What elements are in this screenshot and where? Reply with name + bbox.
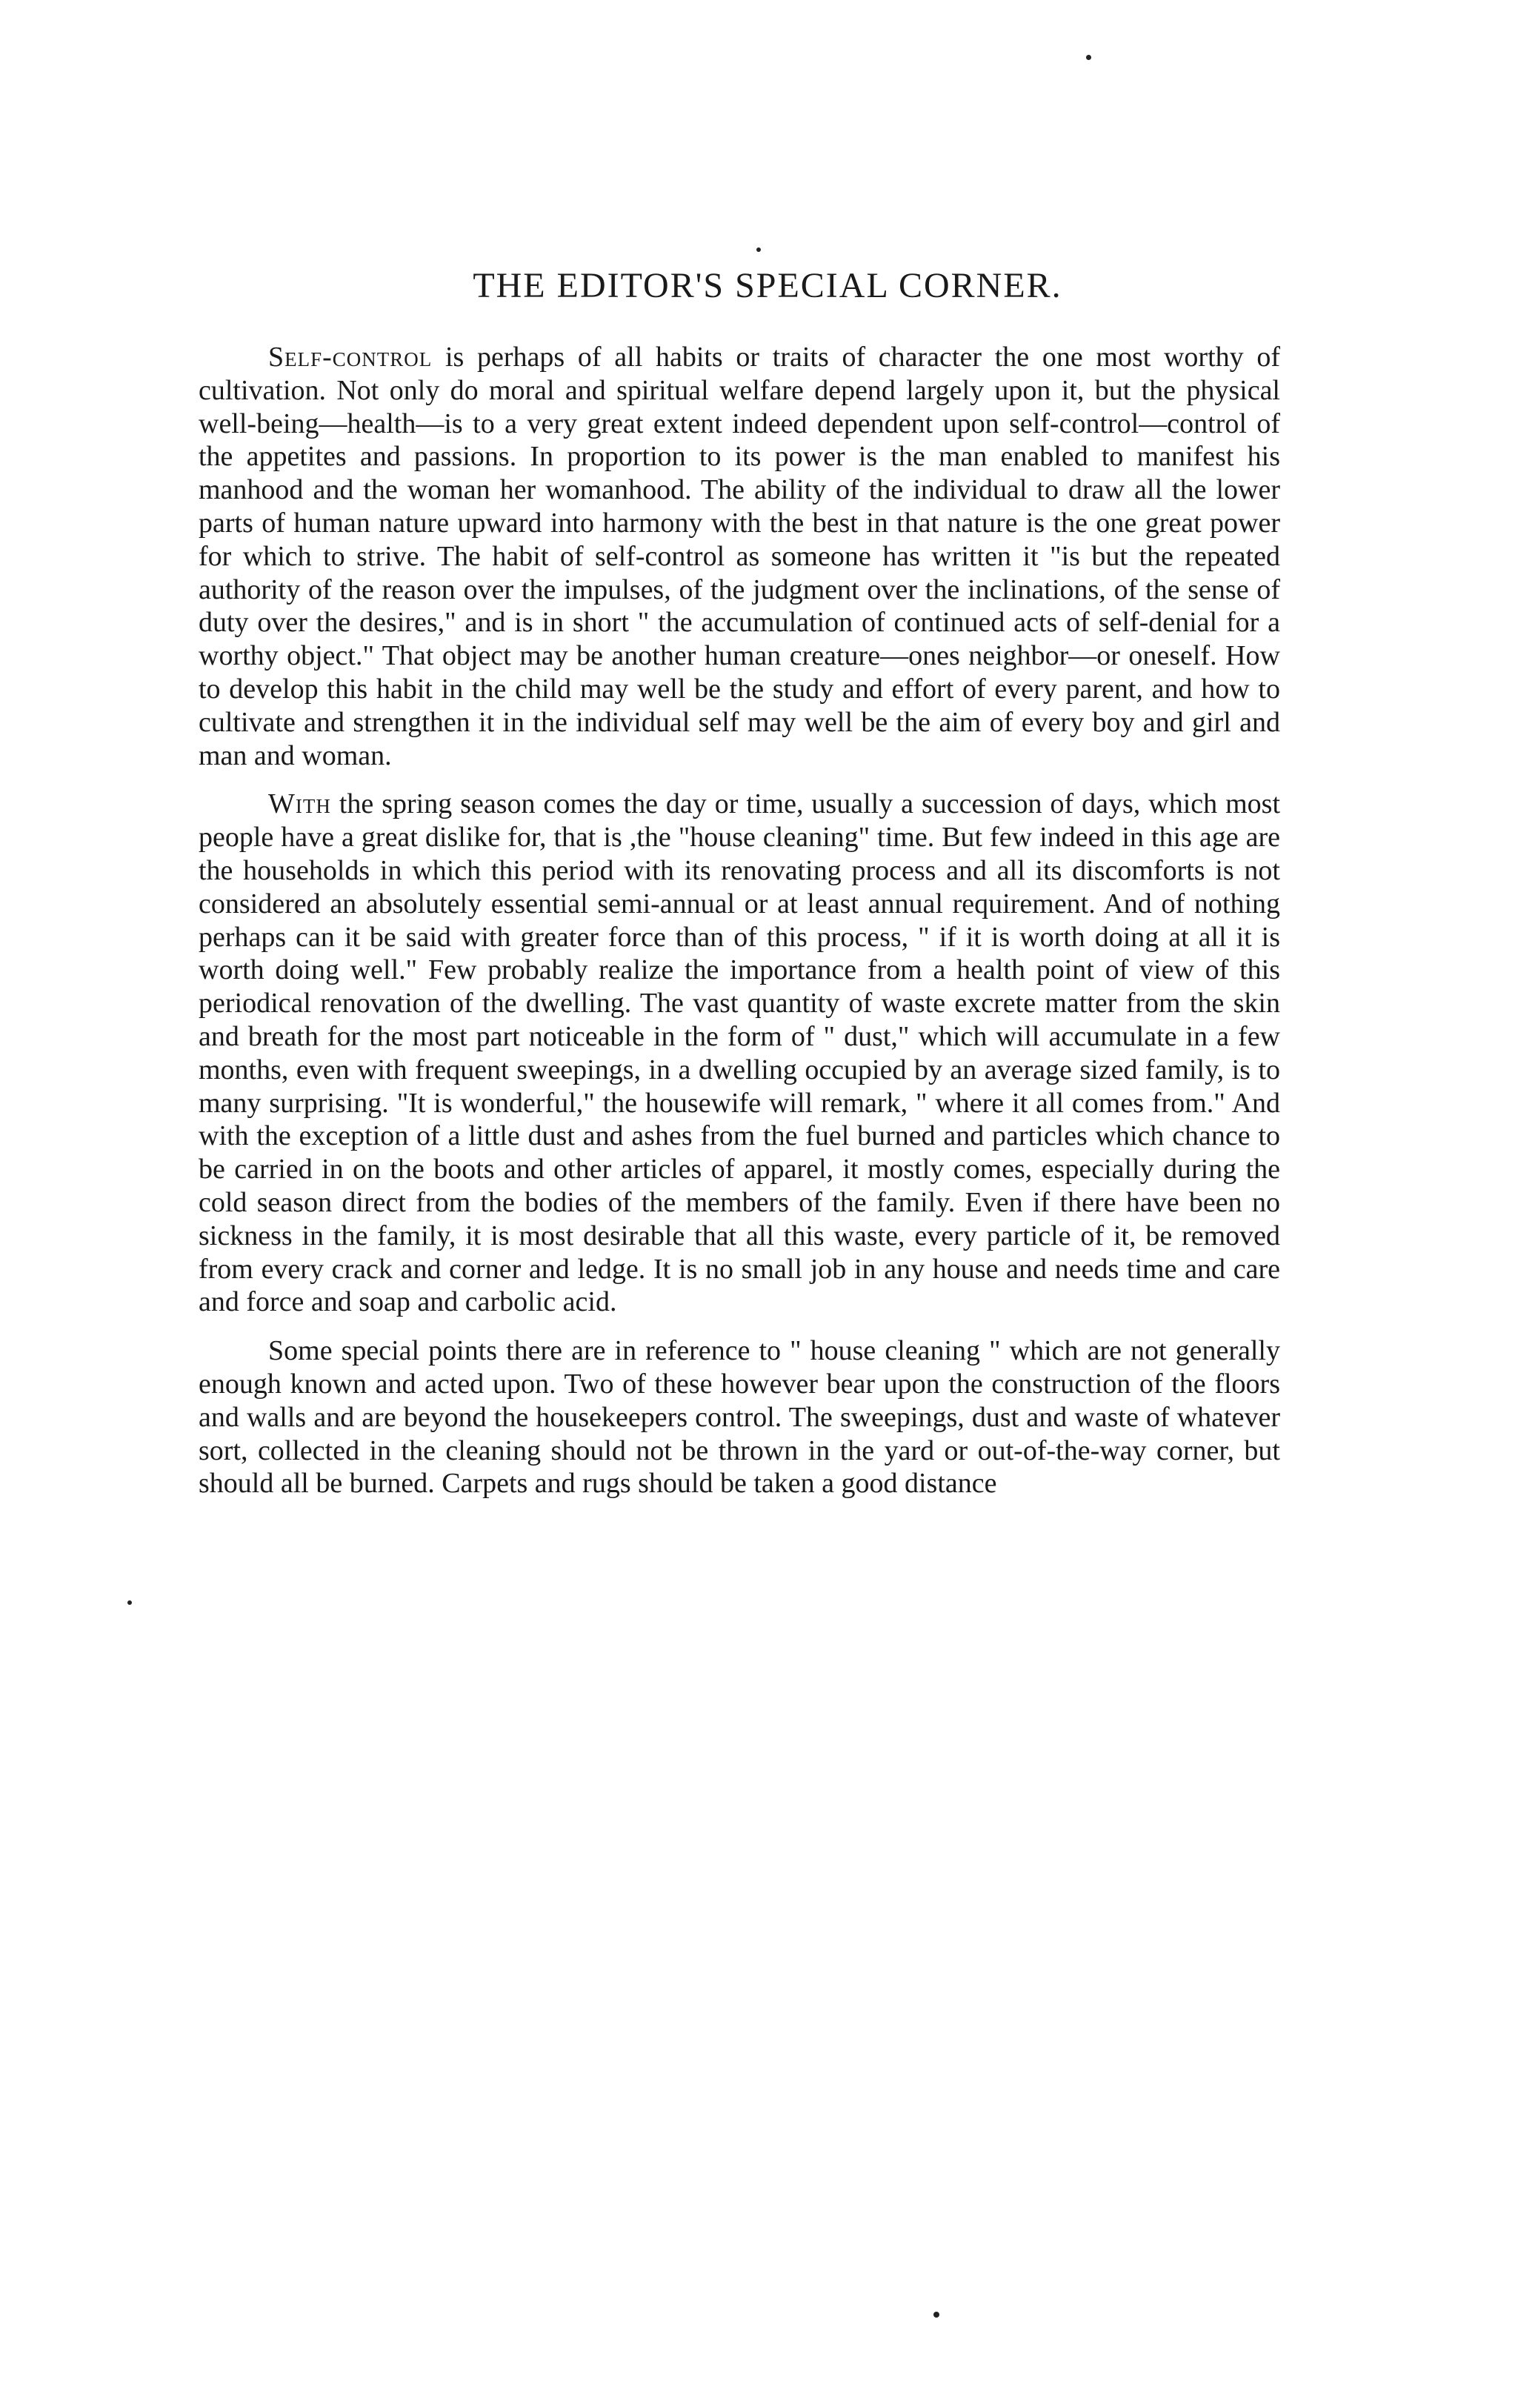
ink-speck bbox=[1086, 55, 1091, 60]
ink-speck bbox=[127, 1600, 132, 1605]
ink-speck bbox=[756, 247, 761, 252]
paragraph-text: the spring season comes the day or time, usually a succession of days, which most people have a great dislike for, that is ,the "house cleaning" time. But few indeed in this age are the households in which this period with its renovating process and all its discomforts is not considered an absolutely essential semi-annual or at least annual requirement. And of nothing perhaps can it be said with greater force than of this process, " if it is worth doing at all it is worth doing well." Few probably realize the importance from a health point of view of this periodical renovation of the dwelling. The vast quantity of waste excrete matter from the skin and breath for the most part noticeable in the form of " dust," which will accumulate in a few months, even with frequent sweepings, in a dwelling occupied by an average sized family, is to many surprising. "It is wonderful," the housewife will remark, " where it all comes from." And with the exception of a little dust and ashes from the fuel burned and particles which chance to be carried in on the boots and other articles of apparel, it mostly comes, especially during the cold season direct from the bodies of the members of the family. Even if there have been no sickness in the family, it is most desirable that all this waste, every particle of it, be removed from every crack and corner and ledge. It is no small job in any house and needs time and care and force and soap and carbolic acid. bbox=[199, 788, 1280, 1318]
paragraph-self-control bbox=[199, 341, 1280, 772]
paragraph-house-cleaning bbox=[199, 788, 1280, 1319]
page-title: THE EDITOR'S SPECIAL CORNER. bbox=[473, 266, 1062, 305]
paragraph-text: is perhaps of all habits or traits of character the one most worthy of cultivation. Not only do moral and spiritual welfare depend largely upon it, but the physical well-being—health—is to a very great extent indeed dependent upon self-control—control of the appetites and passions. In proportion to its power is the man enabled to manifest his manhood and the woman her womanhood. The ability of the individual to draw all the lower parts of human nature upward into harmony with the best in that nature is the one great power for which to strive. The habit of self-control as someone has written it "is but the repeated authority of the reason over the impulses, of the judgment over the inclinations, of the sense of duty over the desires," and is in short " the accumulation of continued acts of self-denial for a worthy object." That object may be another human creature—ones neighbor—or oneself. How to develop this habit in the child may well be the study and effort of every parent, and how to cultivate and strengthen it in the individual self may well be the aim of every boy and girl and man and woman. bbox=[199, 342, 1280, 771]
ink-speck bbox=[933, 2312, 939, 2318]
paragraph-special-points bbox=[199, 1334, 1280, 1500]
article-body bbox=[199, 341, 1280, 1500]
paragraph-lead: With bbox=[268, 788, 331, 820]
paragraph-lead: Self-control bbox=[268, 342, 433, 373]
paragraph-text: Some special points there are in reference to " house cleaning " which are not generally enough known and acted upon. Two of these however bear upon the construction of the floors and walls and are beyond the housekeepers control. The sweepings, dust and waste of whatever sort, collected in the cleaning should not be thrown in the yard or out-of-the-way corner, but should all be burned. Carpets and rugs should be taken a good distance bbox=[199, 1335, 1280, 1500]
